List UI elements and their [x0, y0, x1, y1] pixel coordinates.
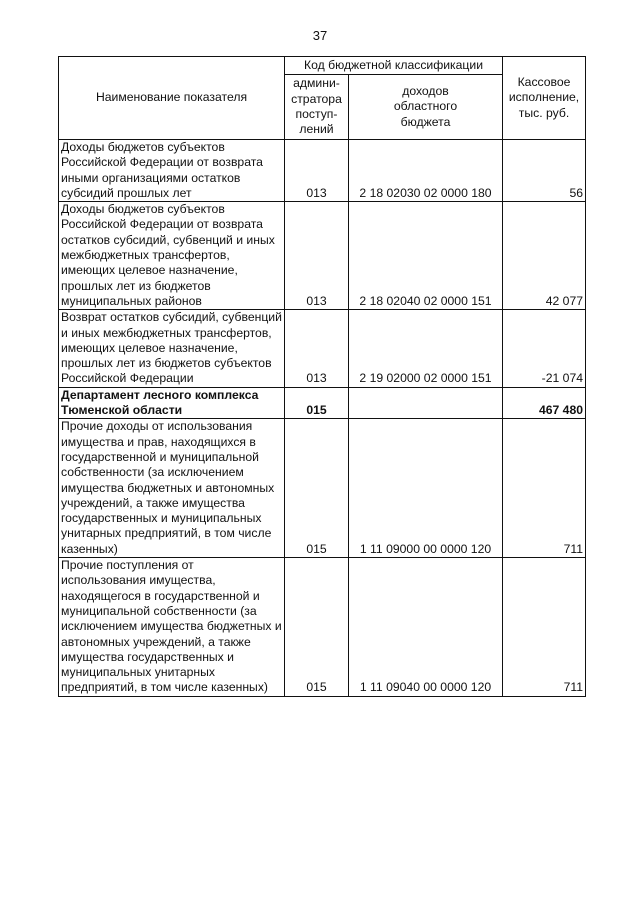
row-name: Прочие поступления от использования имущества, находящегося в государственной и муниципальной собственности (за исключением имущества бюджетных и автономных учреждений, а также имущества государственных и муниципальных унитарных предприятий, в том числе казенных) — [59, 558, 285, 697]
header-admin: админи- стратора поступ- лений — [285, 75, 349, 140]
row-budget-code — [349, 387, 503, 419]
row-amount: 42 077 — [503, 202, 586, 310]
row-budget-code: 1 11 09000 00 0000 120 — [349, 419, 503, 558]
row-name: Департамент лесного комплекса Тюменской области — [59, 387, 285, 419]
row-budget-code: 2 18 02040 02 0000 151 — [349, 202, 503, 310]
row-budget-code: 1 11 09040 00 0000 120 — [349, 558, 503, 697]
row-amount: -21 074 — [503, 310, 586, 387]
header-income: доходов областного бюджета — [349, 75, 503, 140]
table-row — [59, 558, 586, 697]
row-amount: 711 — [503, 558, 586, 697]
table-row — [59, 387, 586, 419]
table-row — [59, 310, 586, 387]
header-code-group: Код бюджетной классификации — [285, 57, 503, 75]
row-amount: 56 — [503, 140, 586, 202]
table-row — [59, 140, 586, 202]
row-admin-code: 015 — [285, 558, 349, 697]
row-budget-code: 2 18 02030 02 0000 180 — [349, 140, 503, 202]
row-admin-code: 013 — [285, 140, 349, 202]
header-amount: Кассовое исполнение, тыс. руб. — [503, 57, 586, 140]
row-admin-code: 015 — [285, 387, 349, 419]
row-amount: 711 — [503, 419, 586, 558]
row-name: Доходы бюджетов субъектов Российской Федерации от возврата остатков субсидий, субвенций и иных межбюджетных трансфертов, имеющих целевое назначение, прошлых лет из бюджетов муниципальных районов — [59, 202, 285, 310]
row-admin-code: 013 — [285, 310, 349, 387]
row-name: Возврат остатков субсидий, субвенций и иных межбюджетных трансфертов, имеющих целевое назначение, прошлых лет из бюджетов субъектов Российской Федерации — [59, 310, 285, 387]
row-budget-code: 2 19 02000 02 0000 151 — [349, 310, 503, 387]
row-admin-code: 013 — [285, 202, 349, 310]
table-row — [59, 419, 586, 558]
row-name: Прочие доходы от использования имущества и прав, находящихся в государственной и муниципальной собственности (за исключением имущества бюджетных и автономных учреждений, а также имущества государственных и муниципальных унитарных предприятий, в том числе казенных) — [59, 419, 285, 558]
page-number: 37 — [312, 28, 328, 43]
header-name: Наименование показателя — [59, 57, 285, 140]
row-amount: 467 480 — [503, 387, 586, 419]
table-row — [59, 202, 586, 310]
budget-table — [58, 56, 586, 697]
row-name: Доходы бюджетов субъектов Российской Федерации от возврата иными организациями остатков субсидий прошлых лет — [59, 140, 285, 202]
row-admin-code: 015 — [285, 419, 349, 558]
